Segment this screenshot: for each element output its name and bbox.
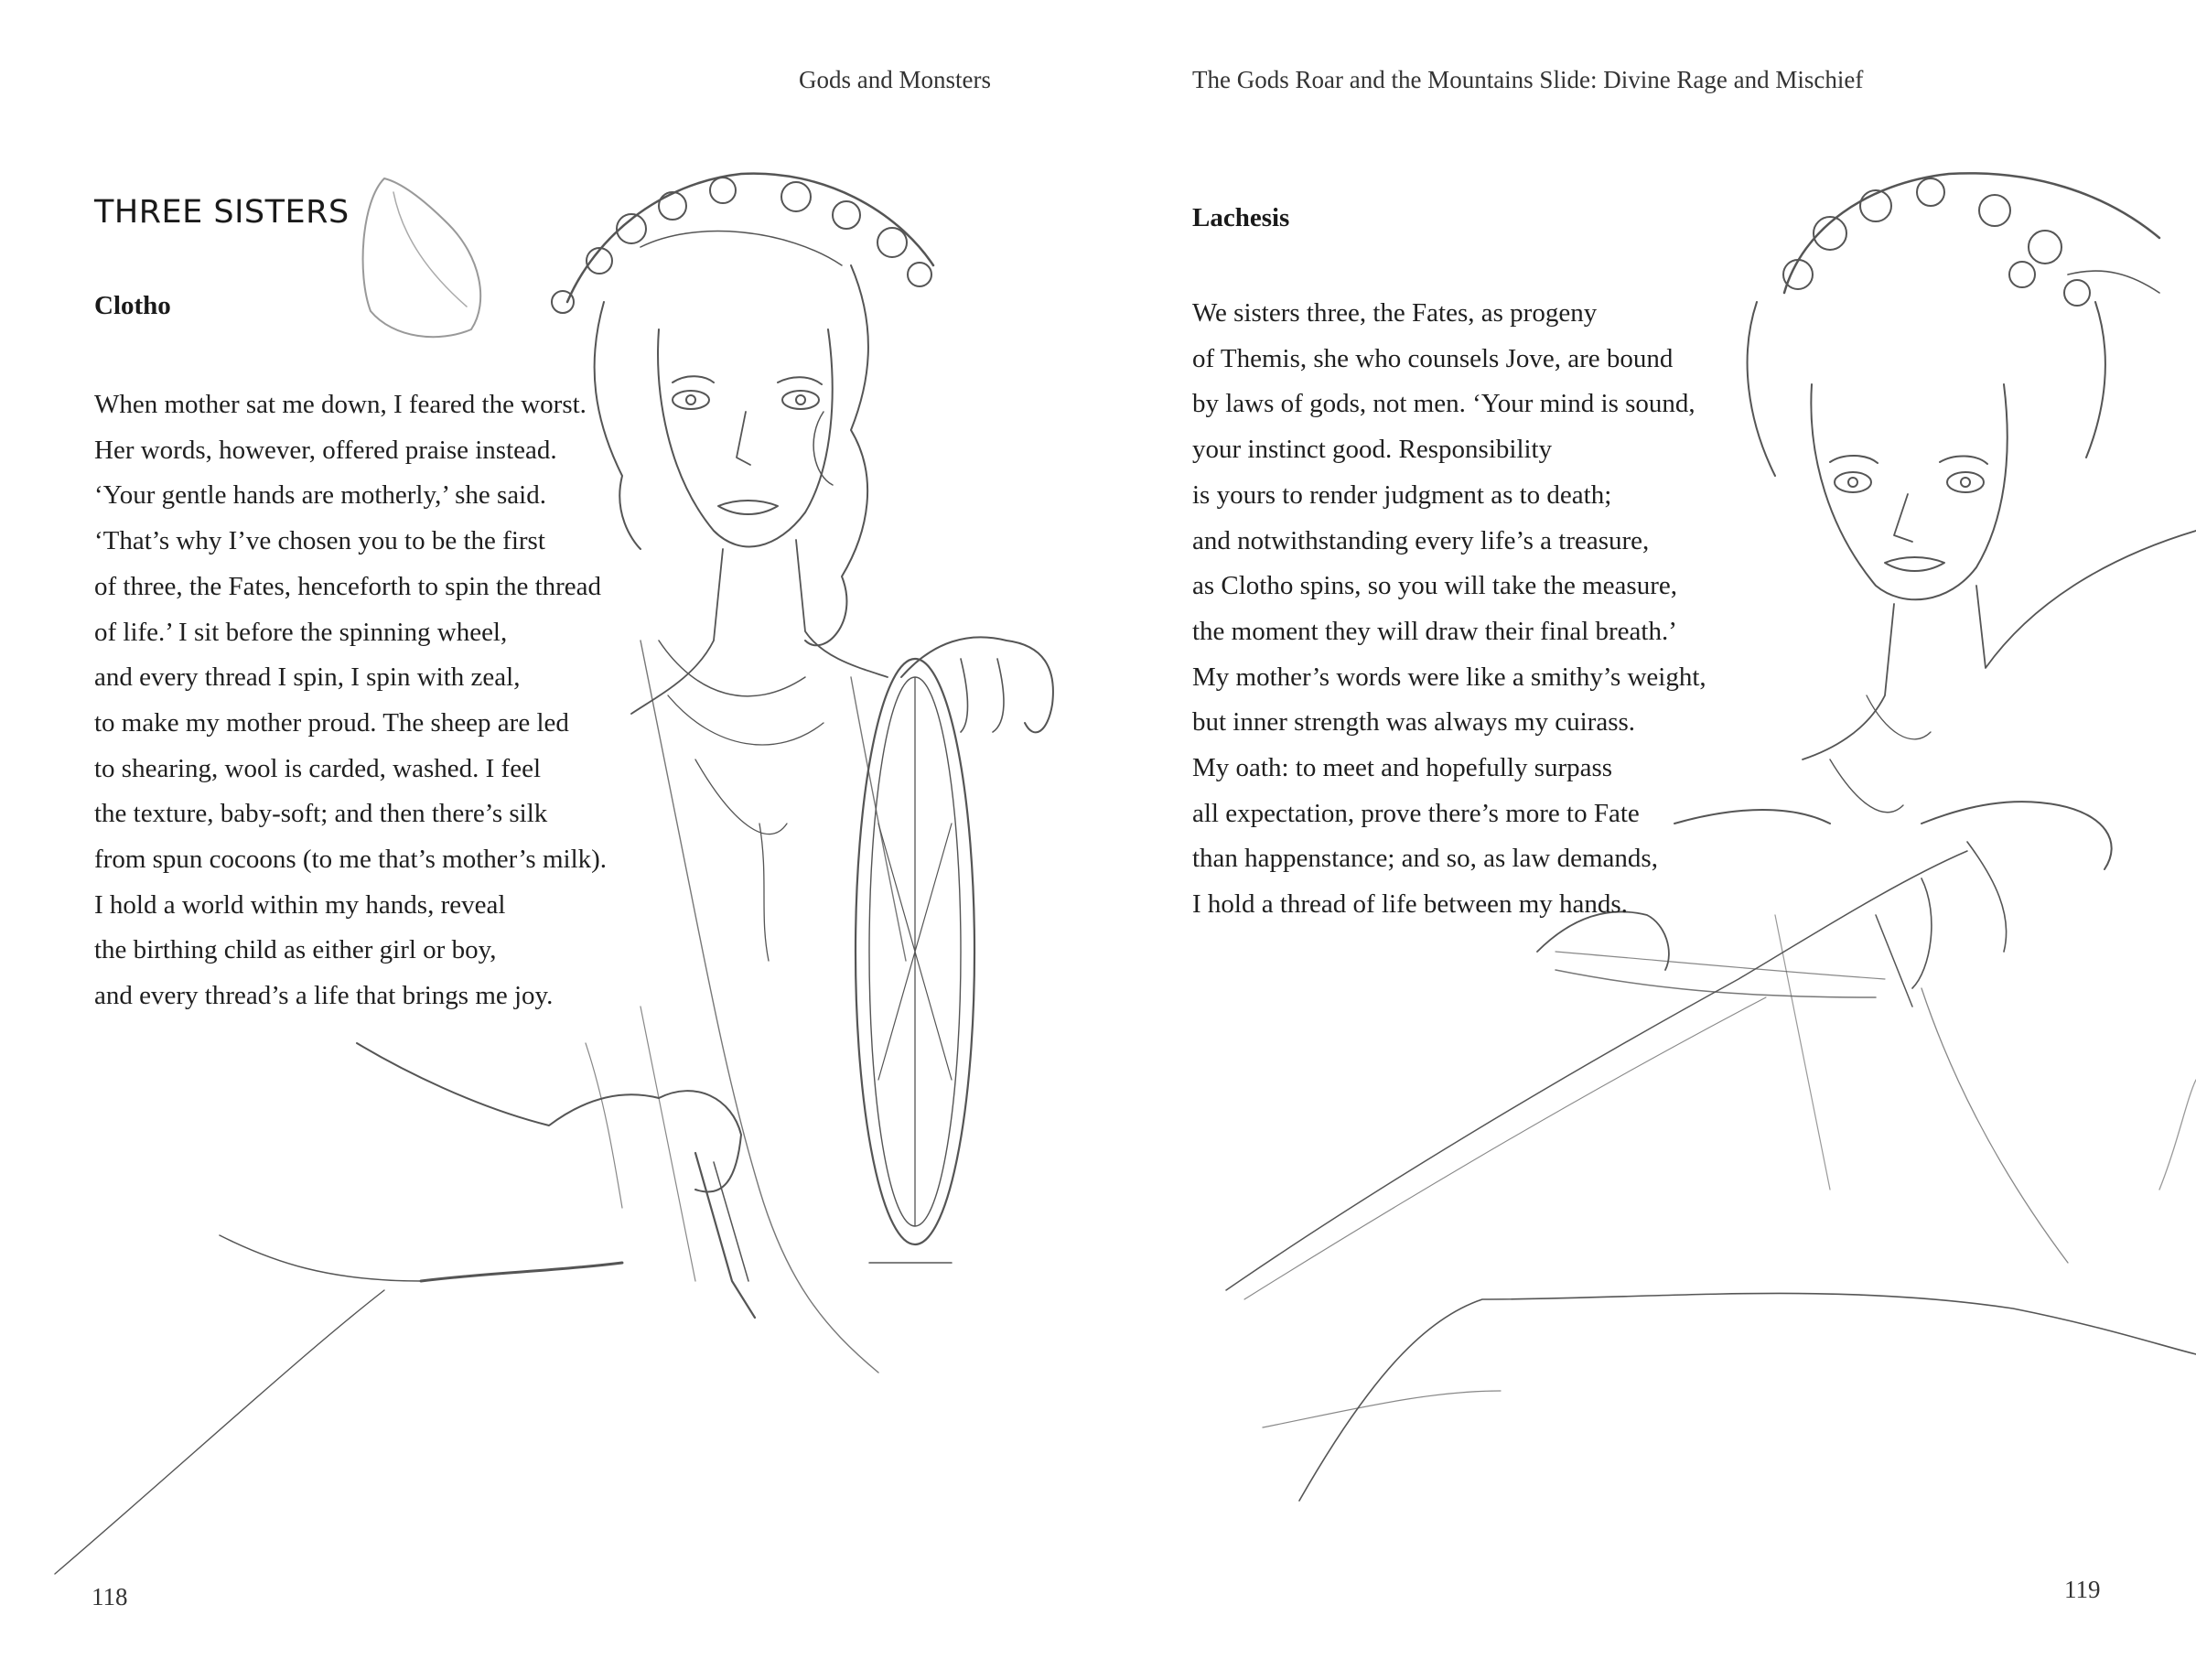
poem-line: as Clotho spins, so you will take the measure, — [1192, 571, 1677, 601]
right-page — [1098, 0, 2196, 1680]
poem-line: of Themis, she who counsels Jove, are bound — [1192, 343, 1674, 373]
poem-line: and every thread I spin, I spin with zeal, — [94, 662, 521, 693]
poem-line: your instinct good. Responsibility — [1192, 435, 1553, 465]
poem-line: by laws of gods, not men. ‘Your mind is sound, — [1192, 389, 1695, 419]
poem-line: We sisters three, the Fates, as progeny — [1192, 298, 1598, 328]
page-number: 118 — [92, 1583, 128, 1610]
poem-line: ‘Your gentle hands are motherly,’ she said. — [94, 480, 546, 511]
chapter-title: THREE SISTERS — [94, 194, 350, 231]
poem-line: My mother’s words were like a smithy’s weight, — [1192, 662, 1706, 692]
poem-line: I hold a thread of life between my hands. — [1192, 889, 1628, 920]
poem-line: all expectation, prove there’s more to Fate — [1192, 798, 1640, 828]
poem-line: When mother sat me down, I feared the worst. — [94, 390, 587, 419]
poem-line: Her words, however, offered praise instead. — [94, 435, 557, 465]
poem-line: but inner strength was always my cuirass. — [1192, 707, 1636, 738]
poem-title: Clotho — [94, 291, 171, 320]
poem-line: than happenstance; and so, as law demands, — [1192, 844, 1658, 874]
running-head: Gods and Monsters — [799, 66, 991, 93]
poem-line: to make my mother proud. The sheep are led — [94, 707, 569, 738]
running-head: The Gods Roar and the Mountains Slide: Divine Rage and Mischief — [1192, 66, 1864, 93]
poem-line: I hold a world within my hands, reveal — [94, 889, 506, 920]
poem-line: of three, the Fates, henceforth to spin the thread — [94, 571, 602, 601]
poem-line: of life.’ I sit before the spinning wheel, — [94, 617, 508, 647]
poem-line: is yours to render judgment as to death; — [1192, 479, 1612, 510]
page-number: 119 — [2064, 1576, 2101, 1603]
poem-line: and notwithstanding every life’s a treasure, — [1192, 525, 1650, 555]
poem-stanza — [94, 382, 607, 1019]
poem-line: the birthing child as either girl or boy, — [94, 935, 497, 965]
poem-line: the texture, baby-soft; and then there’s silk — [94, 799, 548, 829]
poem-title: Lachesis — [1192, 203, 1290, 232]
poem-line: My oath: to meet and hopefully surpass — [1192, 753, 1613, 783]
poem-line: the moment they will draw their final breath.’ — [1192, 616, 1677, 646]
poem-line: to shearing, wool is carded, washed. I feel — [94, 753, 542, 783]
poem-line: ‘That’s why I’ve chosen you to be the first — [94, 526, 545, 556]
poem-line: from spun cocoons (to me that’s mother’s milk). — [94, 845, 608, 875]
poem-line: and every thread’s a life that brings me joy. — [94, 981, 554, 1011]
poem-stanza — [1192, 291, 1706, 928]
